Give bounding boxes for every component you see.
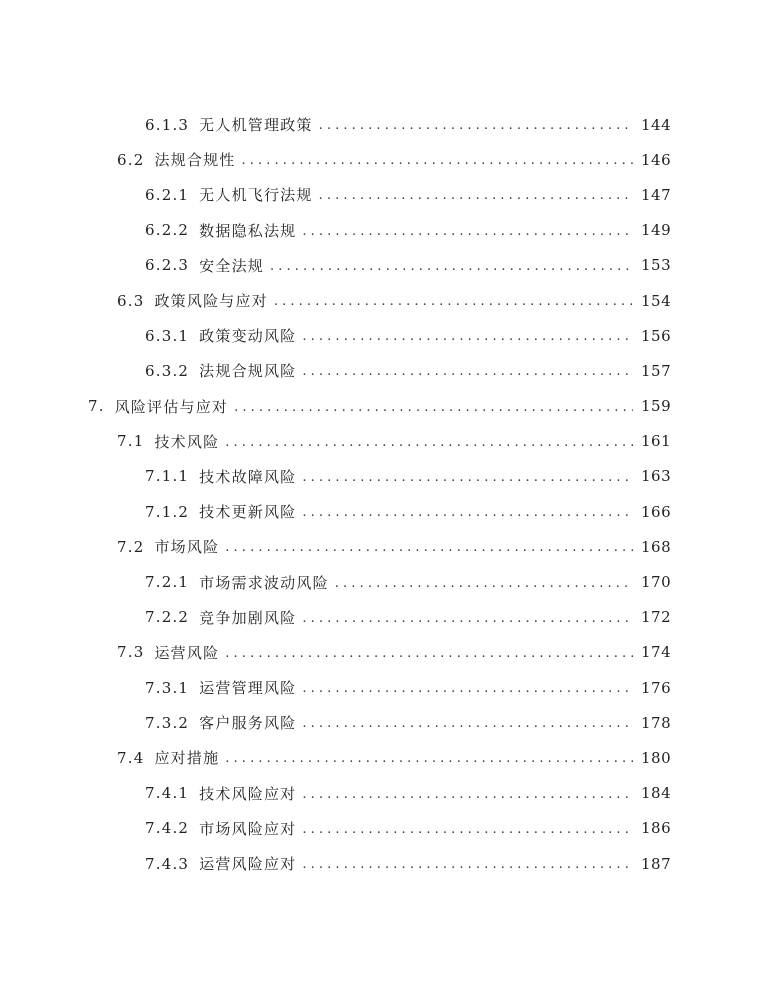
toc-entry-title: 技术更新风险 [199, 503, 297, 522]
toc-entry[interactable] [0, 670, 765, 705]
toc-entry-number: 6.3.1 [145, 326, 190, 345]
toc-entry-number: 7.1 [117, 432, 145, 451]
toc-entry-number: 6.3 [117, 291, 145, 310]
toc-entry-title: 客户服务风险 [199, 714, 297, 733]
toc-entry-page-number: 146 [641, 150, 672, 169]
toc-entry-title: 技术风险应对 [199, 784, 297, 803]
dot-leader [302, 787, 633, 802]
toc-entry[interactable] [0, 564, 765, 599]
toc-entry-number: 6.2 [117, 150, 145, 169]
toc-entry[interactable] [0, 600, 765, 635]
toc-entry[interactable] [0, 107, 765, 142]
toc-entry[interactable] [0, 705, 765, 740]
toc-entry-title: 无人机管理政策 [199, 116, 313, 135]
toc-entry-number: 7.4.1 [145, 784, 190, 803]
dot-leader [302, 716, 633, 731]
toc-entry[interactable] [0, 248, 765, 283]
toc-entry[interactable] [0, 776, 765, 811]
toc-entry[interactable] [0, 177, 765, 212]
toc-entry-title: 法规合规风险 [199, 362, 297, 381]
toc-entry-number: 7.3.1 [145, 678, 190, 697]
toc-entry-title: 无人机飞行法规 [199, 186, 313, 205]
toc-entry[interactable] [0, 811, 765, 846]
toc-entry-page-number: 184 [641, 784, 672, 803]
dot-leader [302, 857, 633, 872]
toc-entry-title: 运营管理风险 [199, 679, 297, 698]
toc-entry-number: 7.2 [117, 537, 145, 556]
dot-leader [225, 646, 633, 661]
toc-entry-number: 6.2.1 [145, 185, 190, 204]
toc-entry-number: 7.1.2 [145, 502, 190, 521]
toc-entry-number: 6.1.3 [145, 115, 190, 134]
dot-leader [270, 259, 633, 274]
toc-entry-page-number: 161 [641, 432, 672, 451]
dot-leader [302, 611, 633, 626]
toc-entry-page-number: 176 [641, 678, 672, 697]
toc-entry[interactable] [0, 740, 765, 775]
toc-entry[interactable] [0, 213, 765, 248]
toc-entry-title: 风险评估与应对 [114, 397, 229, 416]
toc-entry-number: 7.2.2 [145, 608, 190, 627]
toc-entry-number: 7.4.3 [145, 854, 190, 873]
toc-entry-title: 数据隐私法规 [199, 221, 297, 240]
dot-leader [302, 224, 633, 239]
toc-entry[interactable] [0, 529, 765, 564]
toc-entry-title: 市场需求波动风险 [199, 573, 329, 592]
dot-leader [302, 364, 633, 379]
toc-entry-number: 7.1.1 [145, 467, 190, 486]
toc-entry-page-number: 163 [641, 467, 672, 486]
dot-leader [319, 188, 633, 203]
toc-entry-title: 政策变动风险 [199, 327, 297, 346]
toc-entry-title: 技术故障风险 [199, 467, 297, 486]
toc-entry-page-number: 147 [641, 185, 672, 204]
toc-entry-page-number: 154 [641, 291, 672, 310]
toc-entry-page-number: 186 [641, 819, 672, 838]
toc-entry[interactable] [0, 494, 765, 529]
toc-entry-title: 市场风险 [154, 538, 220, 557]
toc-entry[interactable] [0, 424, 765, 459]
toc-entry-title: 竞争加剧风险 [199, 608, 297, 627]
toc-entry-page-number: 149 [641, 221, 672, 240]
toc-entry-title: 应对措施 [154, 749, 220, 768]
toc-entry-page-number: 172 [641, 608, 672, 627]
toc-entry-title: 市场风险应对 [199, 819, 297, 838]
dot-leader [234, 400, 633, 415]
dot-leader [241, 153, 633, 168]
toc-entry-title: 政策风险与应对 [154, 292, 268, 311]
dot-leader [225, 435, 633, 450]
table-of-contents [0, 107, 765, 881]
toc-entry-title: 法规合规性 [154, 151, 236, 170]
toc-entry-page-number: 174 [641, 643, 672, 662]
dot-leader [302, 822, 633, 837]
toc-entry-page-number: 187 [641, 854, 672, 873]
toc-entry[interactable] [0, 846, 765, 881]
toc-entry[interactable] [0, 142, 765, 177]
dot-leader [335, 576, 633, 591]
dot-leader [302, 329, 633, 344]
toc-entry-title: 安全法规 [199, 256, 264, 275]
dot-leader [274, 294, 633, 309]
toc-entry-number: 7.4.2 [145, 819, 190, 838]
toc-entry[interactable] [0, 353, 765, 388]
toc-entry-number: 6.2.2 [145, 221, 190, 240]
toc-entry-number: 7. [88, 397, 105, 416]
toc-entry[interactable] [0, 389, 765, 424]
toc-entry-title: 技术风险 [154, 432, 220, 451]
toc-entry[interactable] [0, 635, 765, 670]
toc-entry-page-number: 180 [641, 748, 672, 767]
toc-entry-page-number: 144 [641, 115, 672, 134]
toc-entry-page-number: 153 [641, 256, 672, 275]
toc-entry[interactable] [0, 459, 765, 494]
toc-entry-number: 7.4 [117, 748, 145, 767]
dot-leader [225, 751, 633, 766]
toc-entry-number: 6.2.3 [145, 256, 190, 275]
dot-leader [302, 470, 633, 485]
dot-leader [319, 118, 633, 133]
toc-entry-page-number: 178 [641, 713, 672, 732]
toc-entry[interactable] [0, 283, 765, 318]
dot-leader [225, 540, 633, 555]
toc-entry-title: 运营风险应对 [199, 855, 297, 874]
toc-entry-number: 7.3 [117, 643, 145, 662]
toc-entry-page-number: 168 [641, 537, 672, 556]
dot-leader [302, 681, 633, 696]
toc-entry-page-number: 170 [641, 573, 672, 592]
toc-entry-page-number: 166 [641, 502, 672, 521]
toc-entry-page-number: 159 [641, 397, 672, 416]
dot-leader [302, 505, 633, 520]
toc-entry-number: 6.3.2 [145, 361, 190, 380]
toc-entry-number: 7.3.2 [145, 713, 190, 732]
toc-entry-title: 运营风险 [154, 643, 220, 662]
toc-entry-page-number: 157 [641, 361, 672, 380]
toc-entry[interactable] [0, 318, 765, 353]
toc-entry-page-number: 156 [641, 326, 672, 345]
toc-entry-number: 7.2.1 [145, 573, 190, 592]
